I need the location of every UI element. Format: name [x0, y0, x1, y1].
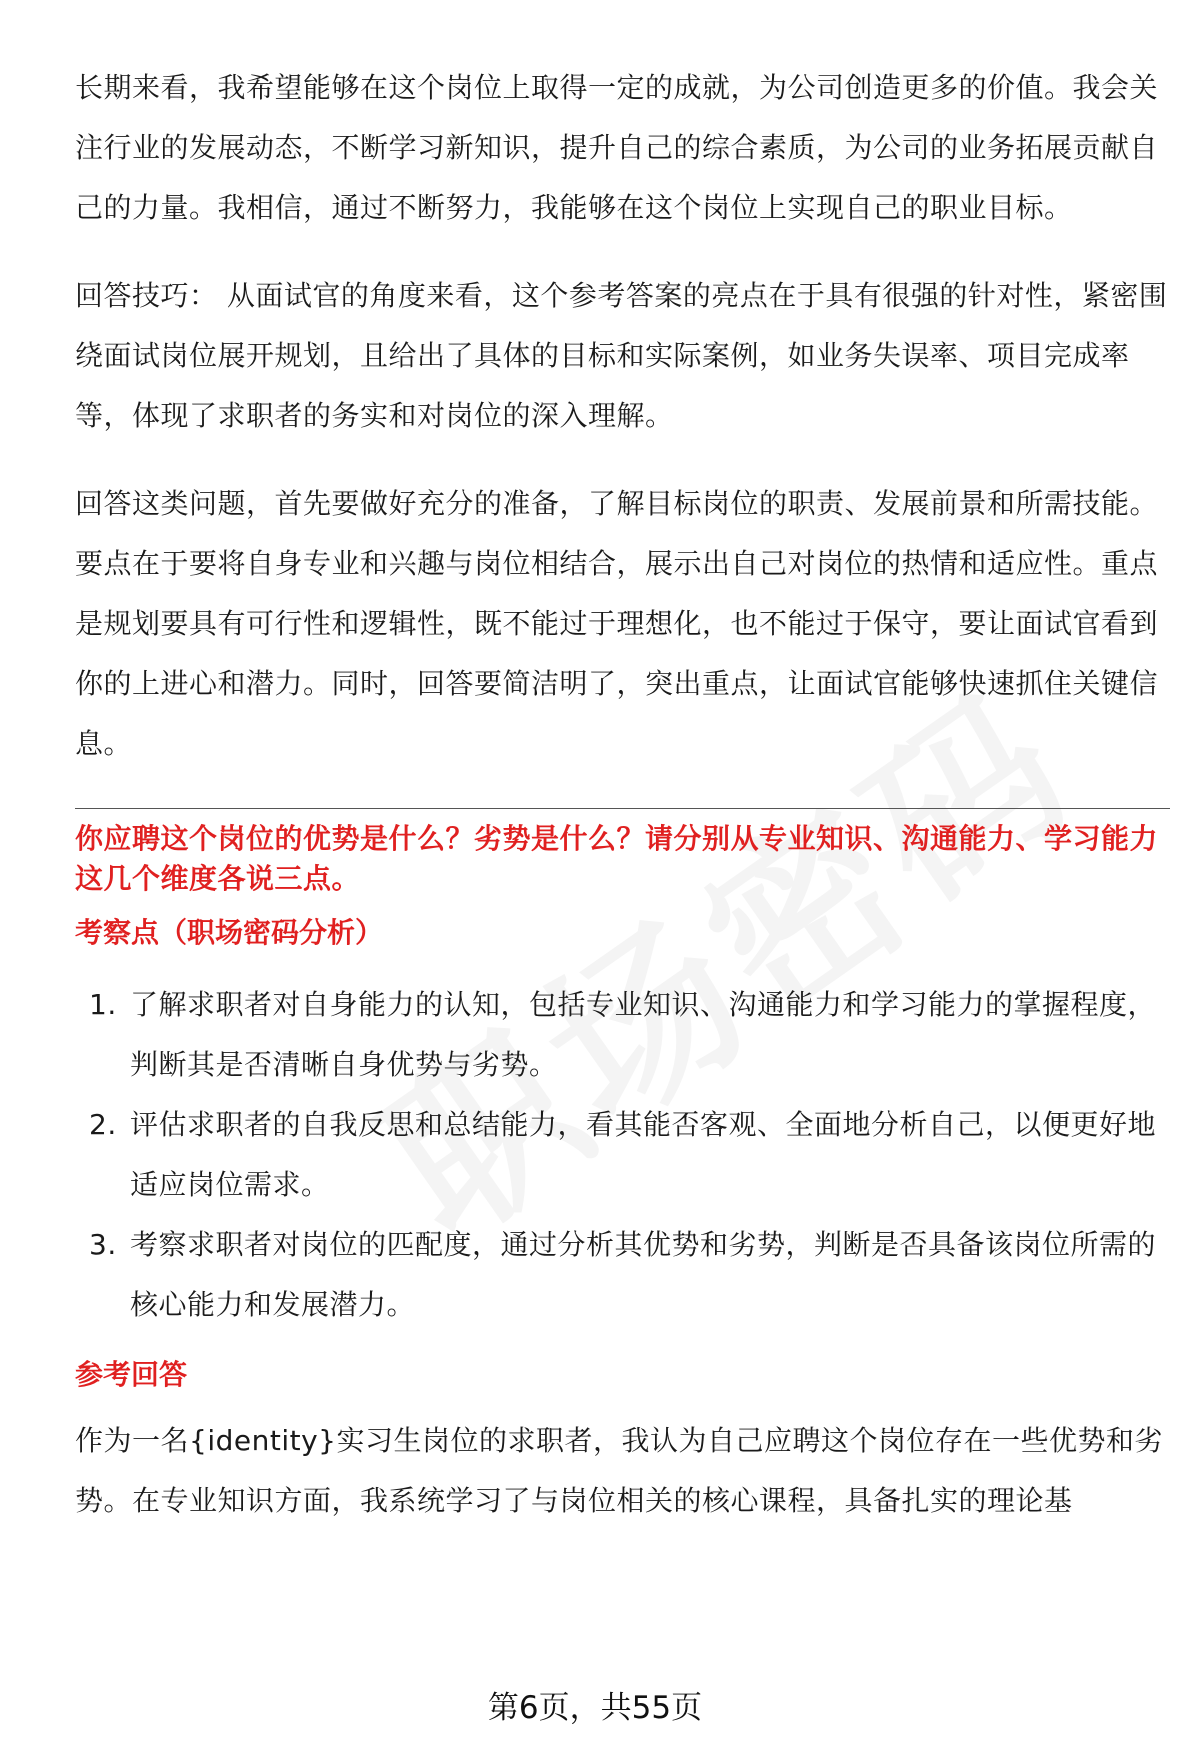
assessment-heading: 考察点（职场密码分析）	[75, 916, 384, 949]
list-text: 考察求职者对岗位的匹配度，通过分析其优势和劣势，判断是否具备该岗位所需的核心能力和发展潜力。	[130, 1228, 1157, 1321]
list-item	[75, 975, 1170, 1095]
question-title: 你应聘这个岗位的优势是什么？劣势是什么？请分别从专业知识、沟通能力、学习能力这几个维度各说三点。	[75, 822, 1159, 895]
list-number: 2.	[89, 1108, 117, 1141]
section-divider	[75, 808, 1170, 809]
list-item	[75, 1095, 1170, 1215]
list-item	[75, 1215, 1170, 1335]
list-text: 了解求职者对自身能力的认知，包括专业知识、沟通能力和学习能力的掌握程度，判断其是否清晰自身优势与劣势。	[130, 988, 1157, 1081]
list-number: 3.	[89, 1228, 117, 1261]
list-text: 评估求职者的自我反思和总结能力，看其能否客观、全面地分析自己，以便更好地适应岗位需求。	[130, 1108, 1157, 1201]
paragraph-career-goal: 长期来看，我希望能够在这个岗位上取得一定的成就，为公司创造更多的价值。我会关注行业的发展动态，不断学习新知识，提升自己的综合素质，为公司的业务拓展贡献自己的力量。我相信，通过不断努力，我能够在这个岗位上实现自己的职业目标。	[75, 71, 1159, 224]
page-number: 第6页，共55页	[487, 1690, 703, 1726]
assessment-list	[75, 975, 1170, 1335]
reference-heading: 参考回答	[75, 1358, 188, 1391]
reference-answer: 作为一名{identity}实习生岗位的求职者，我认为自己应聘这个岗位存在一些优势和劣势。在专业知识方面，我系统学习了与岗位相关的核心课程，具备扎实的理论基	[75, 1424, 1163, 1517]
paragraph-answer-advice: 回答这类问题，首先要做好充分的准备，了解目标岗位的职责、发展前景和所需技能。要点在于要将自身专业和兴趣与岗位相结合，展示出自己对岗位的热情和适应性。重点是规划要具有可行性和逻辑性，既不能过于理想化，也不能过于保守，要让面试官看到你的上进心和潜力。同时，回答要简洁明了，突出重点，让面试官能够快速抓住关键信息。	[75, 487, 1159, 760]
page-content	[75, 58, 1170, 1531]
paragraph-answer-tips: 回答技巧： 从面试官的角度来看，这个参考答案的亮点在于具有很强的针对性，紧密围绕面试岗位展开规划，且给出了具体的目标和实际案例，如业务失误率、项目完成率等，体现了求职者的务实和对岗位的深入理解。	[75, 279, 1168, 432]
list-number: 1.	[89, 988, 117, 1021]
